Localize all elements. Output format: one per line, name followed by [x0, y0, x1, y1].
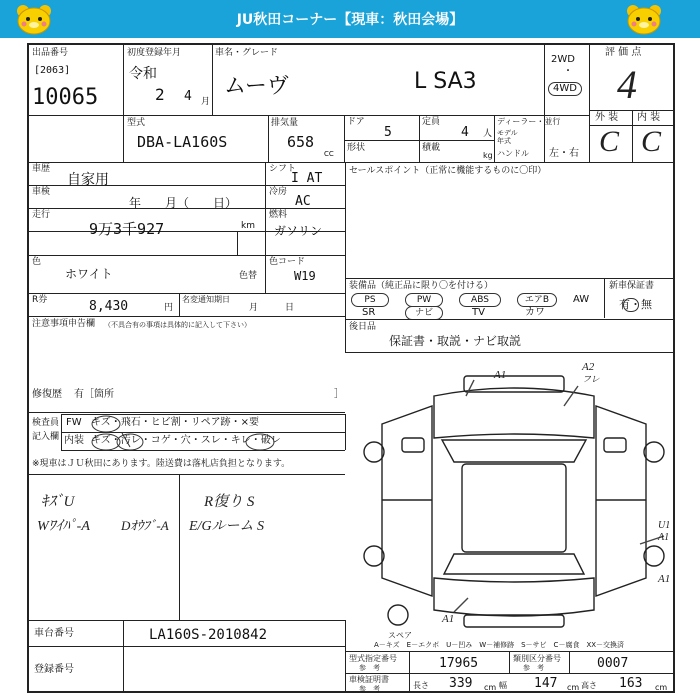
hand-left-3: Dｵｳﾌﾞ-A — [121, 518, 169, 533]
dims-width-unit: cm — [567, 683, 580, 692]
diagram-mark-a1-rear: A1 — [442, 613, 455, 625]
notes-label: 注意事項申告欄 — [32, 319, 96, 329]
checker-label-1: 検査員 — [32, 418, 60, 428]
drive-2wd: 2WD — [551, 54, 575, 65]
car-label: 車名・グレード — [215, 48, 279, 58]
mileage-unit: km — [241, 221, 255, 231]
shift-value: I AT — [291, 171, 323, 186]
type-no-label: 型式指定番号 — [349, 654, 397, 663]
diagram-mark-u1: U1 — [658, 520, 671, 531]
class-no-value: 0007 — [597, 656, 629, 671]
checker-label-2: 記入欄 — [32, 432, 60, 442]
score-int: C — [641, 125, 662, 158]
color-change-label: 色替 — [239, 271, 258, 281]
hand-left-1: ｷｽﾞU — [41, 494, 75, 510]
mileage-label: 走行 — [32, 210, 51, 220]
equipment-leather: カワ — [525, 307, 545, 318]
score-ext-label: 外 装 — [595, 112, 619, 123]
damage-diagram — [354, 360, 674, 640]
diagram-legend: A－キズ E－エクボ U－凹み W－補修跡 S－サビ C－腐食 XX－交換済 — [374, 641, 625, 649]
chassis-label: 車台番号 — [34, 628, 74, 639]
recycle-value: 8,430 — [89, 299, 129, 314]
drive-4wd: 4WD — [548, 82, 582, 96]
equipment-navi: ナビ — [405, 306, 443, 320]
dims-label: 車検証明書 — [349, 675, 389, 684]
equipment-airbag: エアB — [517, 293, 557, 307]
class-no-sub: 参 考 — [523, 664, 544, 672]
displacement-label: 排気量 — [271, 118, 299, 128]
displacement-unit: CC — [324, 150, 334, 158]
dims-height-unit: cm — [655, 683, 668, 692]
score-ext: C — [599, 125, 620, 158]
repair-label: 修復歴 — [32, 389, 62, 400]
model-label: 型式 — [127, 118, 146, 128]
dims-length-label: 長さ — [413, 681, 429, 690]
color-value: ホワイト — [65, 267, 113, 281]
equipment-abs: ABS — [459, 293, 501, 307]
registration-label: 登録番号 — [34, 664, 74, 675]
doors-value: 5 — [384, 125, 392, 140]
repair-value: 有［箇所 — [74, 389, 114, 400]
dims-width-label: 幅 — [499, 681, 507, 690]
model-year-label: モデル 年式 — [497, 129, 518, 145]
sales-point-label: セールスポイント（正常に機能するものに〇印） — [349, 166, 547, 176]
checker-circles — [84, 413, 344, 453]
load-label: 積載 — [422, 143, 441, 153]
spare-label: スペア — [388, 631, 412, 640]
header-title: JU秋田コーナー【現車：秋田会場】 — [236, 12, 464, 28]
first-reg-era: 令和 — [129, 66, 157, 82]
handle-label: ハンドル — [497, 149, 529, 158]
first-reg-label: 初度登録年月 — [127, 48, 182, 58]
car-name: ムーヴ — [224, 74, 289, 99]
title-deadline-value: 月 日 — [249, 303, 295, 313]
usage-value: 自家用 — [67, 172, 109, 188]
ac-label: 冷房 — [269, 187, 288, 197]
warranty-value: 有・無 — [619, 298, 652, 311]
inspection-label: 車検 — [32, 187, 51, 197]
equipment-ps: PS — [351, 293, 389, 307]
first-reg-month-unit: 月 — [201, 97, 211, 107]
diagram-mark-u1-a1: A1 — [658, 532, 670, 543]
score-int-label: 内 装 — [637, 112, 661, 123]
displacement-value: 658 — [287, 133, 315, 151]
first-reg-month: 4 — [184, 89, 192, 104]
doors-label: ドア — [347, 117, 365, 127]
chassis-value: LA160S-2010842 — [149, 627, 268, 643]
dims-height: 163 — [619, 676, 643, 691]
color-code: W19 — [294, 269, 316, 283]
ac-value: AC — [295, 194, 311, 209]
usage-label: 車歴 — [32, 164, 51, 174]
capacity-label: 定員 — [422, 117, 441, 127]
diagram-mark-a2-sub: フレ — [582, 374, 600, 384]
score-value: 4 — [617, 62, 637, 107]
dims-height-label: 高さ — [581, 681, 597, 690]
car-grade: L SA3 — [414, 69, 477, 94]
dims-width: 147 — [534, 676, 558, 691]
dims-sub: 参 考 — [359, 685, 380, 693]
color-label: 色 — [32, 257, 42, 267]
handle-value: 左・右 — [549, 148, 579, 159]
capacity-unit: 人 — [483, 129, 493, 139]
repair-bracket-end: ］ — [334, 389, 344, 400]
title-deadline-label: 名変通知期日 — [182, 295, 230, 304]
mileage-value: 9万3千927 — [89, 220, 165, 238]
equipment-label: 装備品（純正品に限り〇を付ける） — [349, 281, 494, 291]
hand-right-1: R復り S — [204, 494, 255, 510]
checker-fw-items: キズ・飛石・ヒビ割・リペア跡・×要 — [91, 417, 259, 428]
diagram-mark-a1-front: A1 — [494, 369, 507, 381]
fuel-value: ガソリン — [274, 224, 323, 238]
warranty-circle — [623, 298, 639, 312]
dims-length: 339 — [449, 676, 473, 691]
first-reg-year: 2 — [155, 85, 165, 104]
capacity-value: 4 — [461, 125, 469, 140]
diagram-mark-a1-right: A1 — [658, 573, 671, 585]
dealer-label: ディーラー・並行 — [497, 117, 561, 126]
model-value: DBA-LA160S — [137, 133, 228, 151]
equipment-tv: TV — [472, 307, 485, 318]
bear-mascot-icon — [14, 3, 54, 35]
equipment-sr: SR — [362, 307, 376, 318]
warranty-label: 新車保証書 — [609, 281, 655, 291]
diagram-mark-a2: A2 — [582, 361, 595, 373]
type-no-value: 17965 — [439, 656, 479, 671]
bear-mascot-icon — [624, 3, 664, 35]
equipment-pw: PW — [405, 293, 443, 307]
drive-dot: ・ — [563, 66, 573, 77]
dims-length-unit: cm — [484, 683, 497, 692]
fuel-label: 燃料 — [269, 210, 288, 220]
recycle-unit: 円 — [164, 303, 174, 313]
shape-label: 形状 — [347, 143, 366, 153]
lot-sub: [2063] — [34, 65, 71, 76]
inspection-value: 年 月（ 日） — [129, 196, 238, 210]
shift-label: シフト — [269, 164, 297, 174]
class-no-label: 類別区分番号 — [513, 654, 561, 663]
load-unit: kg — [483, 151, 493, 160]
afterword-label: 後日品 — [349, 322, 377, 332]
checker-int-items: キズ・汚レ・コゲ・穴・スレ・キレ・破レ — [91, 435, 281, 446]
score-label: 評 価 点 — [605, 47, 642, 58]
hand-right-2: E/Gルーム S — [189, 519, 265, 534]
color-code-label: 色コード — [269, 257, 306, 267]
present-note: ※現車はＪＵ秋田にあります。陸送費は落札店負担となります。 — [32, 459, 291, 469]
afterword-value: 保証書・取説・ナビ取説 — [389, 334, 522, 348]
notes-sub: （不具合有の事項は具体的に記入して下さい） — [104, 321, 251, 329]
equipment-aw: AW — [573, 294, 590, 305]
recycle-label: R券 — [32, 295, 48, 305]
type-no-sub: 参 考 — [359, 664, 380, 672]
lot-label: 出品番号 — [32, 48, 69, 58]
lot-number: 10065 — [32, 85, 99, 110]
hand-left-2: Wﾜｲﾊﾟ-A — [37, 519, 90, 534]
checker-int-label: 内装 — [64, 435, 84, 446]
checker-fw-label: FW — [66, 417, 82, 428]
auction-sheet — [27, 43, 675, 693]
